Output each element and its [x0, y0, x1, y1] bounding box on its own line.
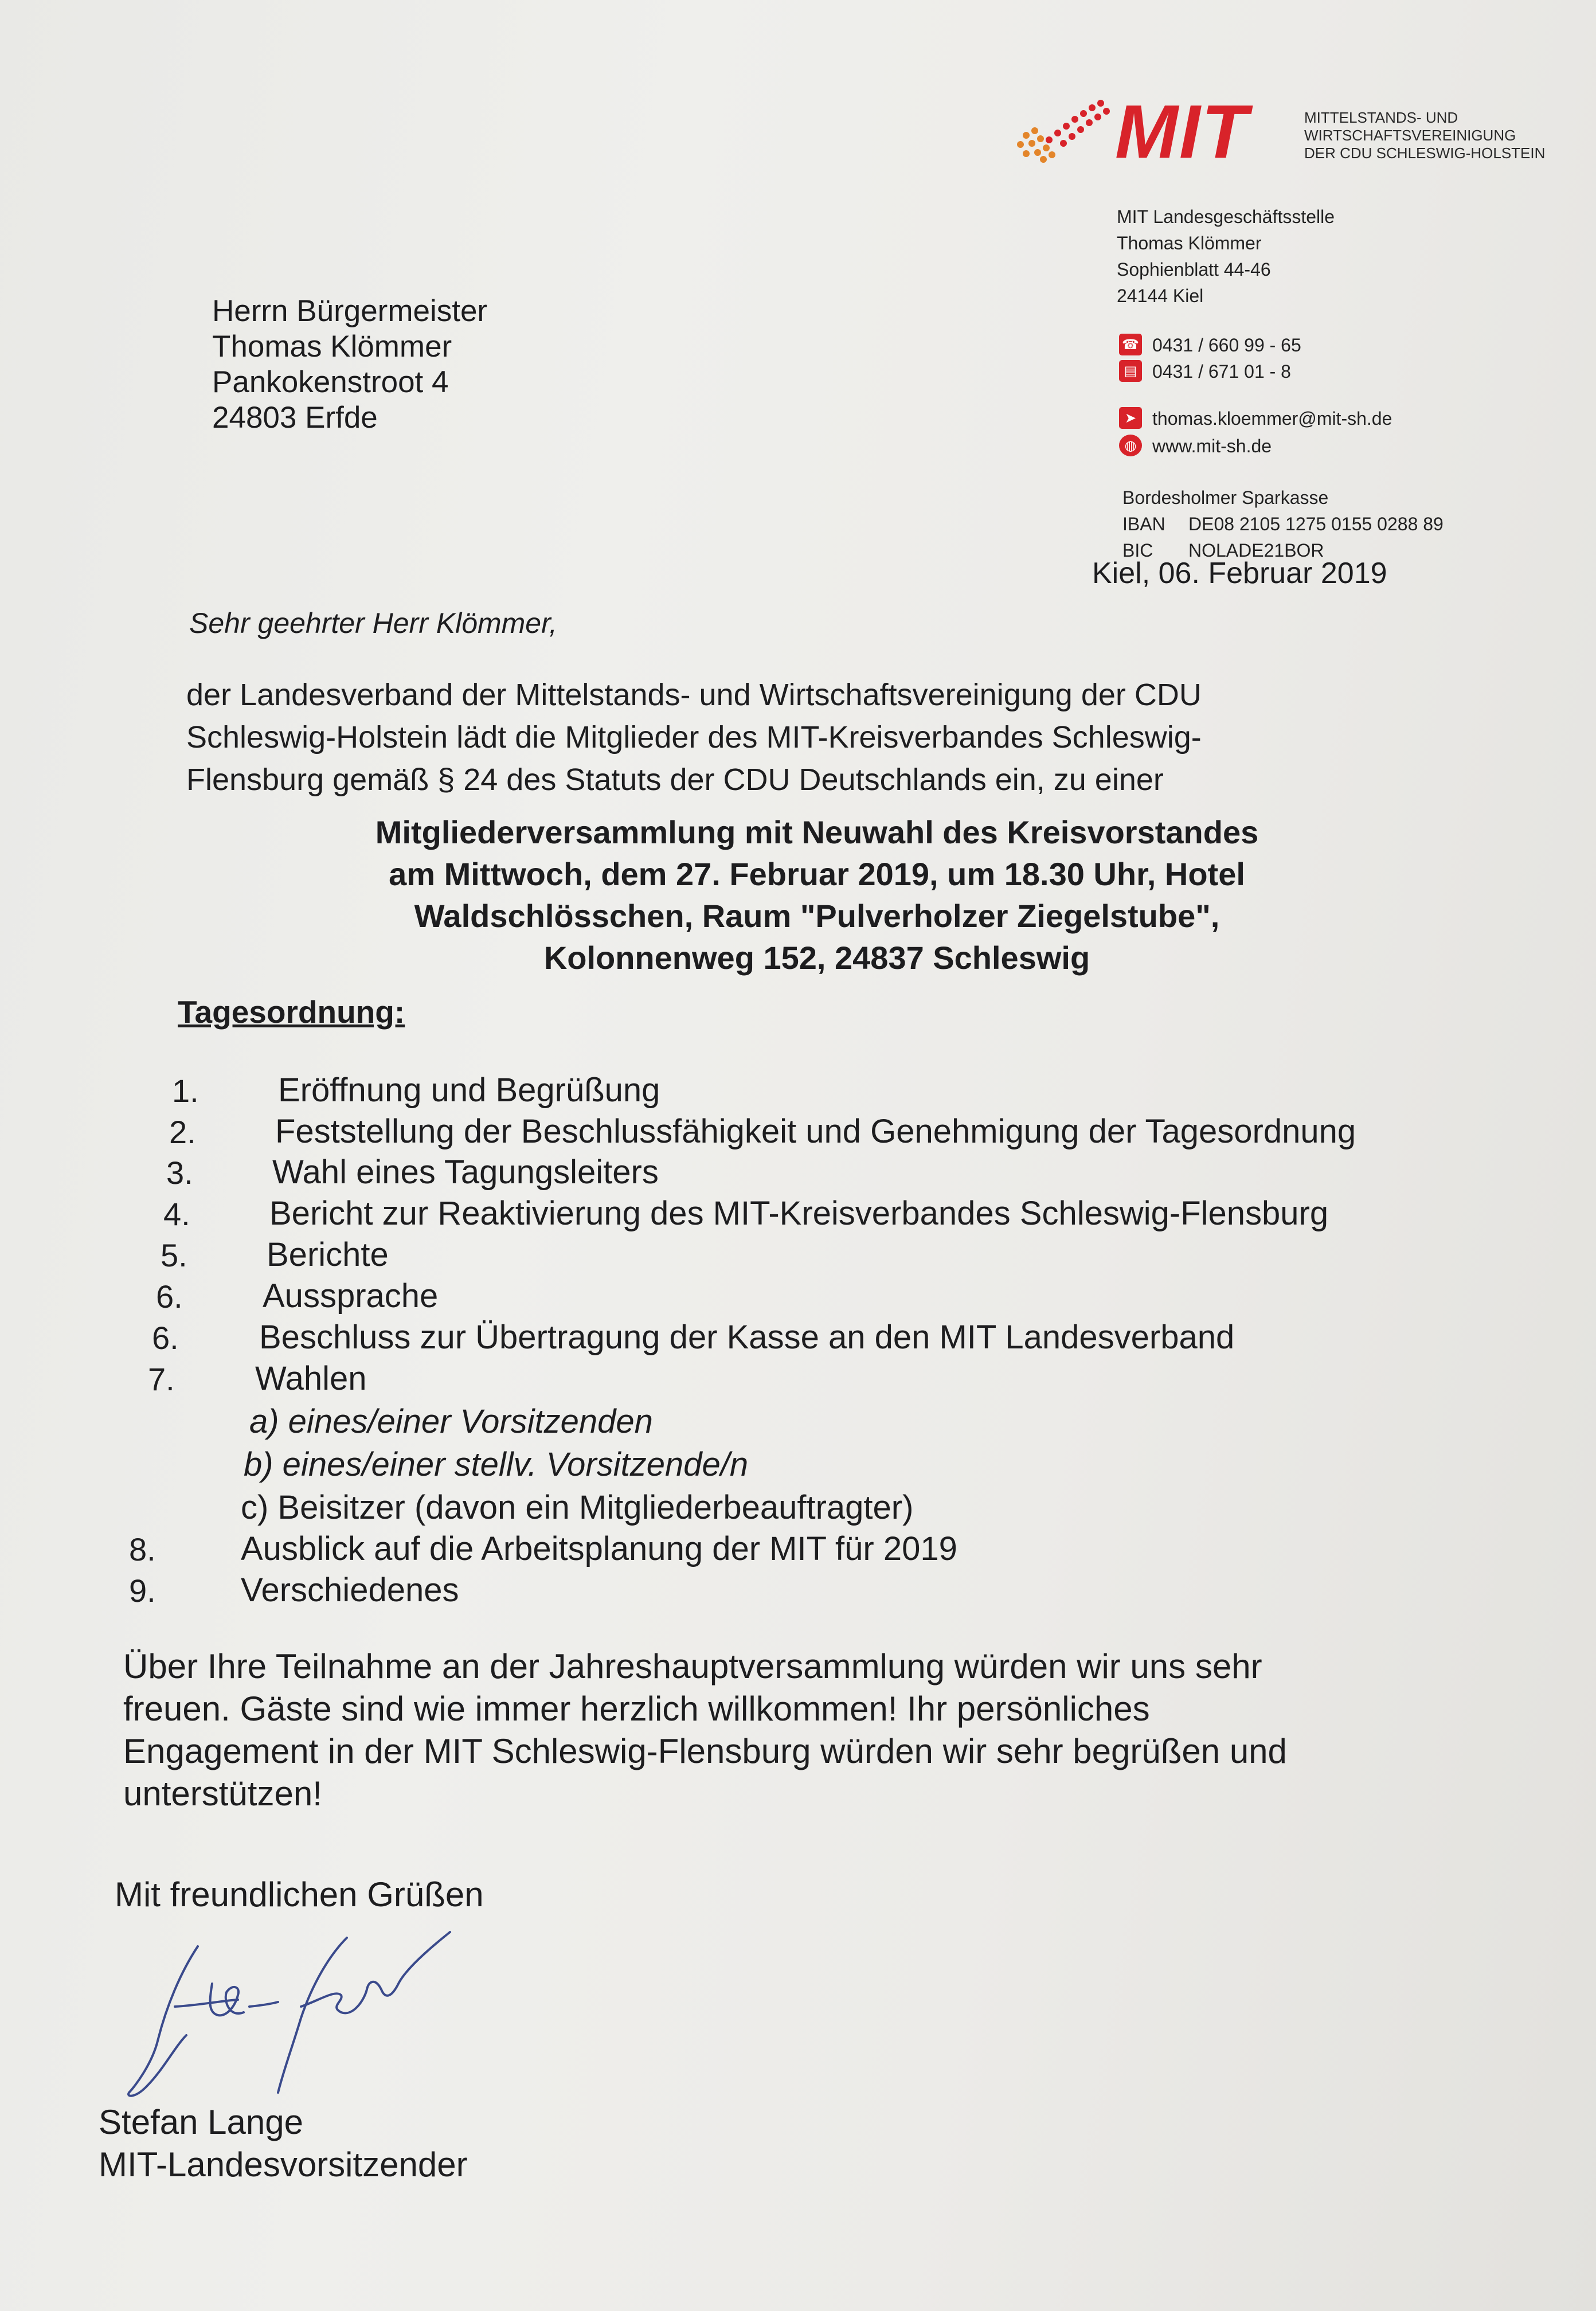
iban-value: DE08 2105 1275 0155 0288 89	[1188, 514, 1444, 534]
agenda-number: 8.	[129, 1531, 156, 1567]
agenda-item: Feststellung der Beschlussfähigkeit und Genehmigung der Tagesordnung	[275, 1113, 1356, 1150]
agenda-number: 3.	[166, 1155, 193, 1191]
agenda-heading: Tagesordnung:	[178, 994, 405, 1030]
bank-name: Bordesholmer Sparkasse	[1122, 487, 1329, 508]
agenda-number: 4.	[163, 1196, 190, 1232]
fax-number: 0431 / 671 01 - 8	[1152, 361, 1291, 382]
agenda-item: Wahl eines Tagungsleiters	[272, 1153, 659, 1191]
iban-line	[1122, 511, 1444, 537]
closing-line: freuen. Gäste sind wie immer herzlich willkommen! Ihr persönliches	[123, 1690, 1150, 1728]
signer-title: MIT-Landesvorsitzender	[99, 2145, 468, 2184]
agenda-number: 5.	[161, 1237, 187, 1273]
signer-block	[99, 2101, 468, 2186]
letter-date: Kiel, 06. Februar 2019	[1092, 557, 1387, 590]
recipient-address	[212, 294, 487, 436]
event-line: Mitgliederversammlung mit Neuwahl des Kreisvorstandes	[375, 814, 1259, 850]
web-icon: ◍	[1119, 435, 1142, 456]
event-details	[0, 811, 1596, 979]
iban-label: IBAN	[1122, 514, 1165, 534]
regards: Mit freundlichen Grüßen	[115, 1875, 484, 1914]
event-line: Waldschlösschen, Raum "Pulverholzer Ziegelstube",	[414, 898, 1220, 934]
event-line: am Mittwoch, dem 27. Februar 2019, um 18.30 Uhr, Hotel	[389, 856, 1245, 892]
recipient-line: Pankokenstroot 4	[212, 365, 449, 399]
closing-line: Engagement in der MIT Schleswig-Flensburg würden wir sehr begrüßen und	[123, 1732, 1287, 1770]
logo-subline-2: WIRTSCHAFTSVEREINIGUNG	[1304, 127, 1516, 144]
agenda-item: Berichte	[267, 1236, 389, 1273]
bic-value: NOLADE21BOR	[1188, 540, 1324, 561]
agenda-number: 6.	[156, 1278, 183, 1315]
agenda-item: Aussprache	[263, 1277, 439, 1315]
mit-logo	[1012, 89, 1585, 174]
agenda-number: 9.	[129, 1573, 156, 1609]
closing-paragraph	[123, 1645, 1287, 1815]
logo-subline-3: DER CDU SCHLESWIG-HOLSTEIN	[1304, 144, 1546, 162]
logo-dots-icon	[1012, 97, 1115, 166]
sender-line: 24144 Kiel	[1117, 286, 1204, 306]
agenda-subitem: a) eines/einer Vorsitzenden	[249, 1403, 653, 1440]
signer-name: Stefan Lange	[99, 2103, 303, 2141]
salutation: Sehr geehrter Herr Klömmer,	[189, 607, 557, 639]
agenda-number: 1.	[172, 1073, 199, 1109]
web-address: www.mit-sh.de	[1152, 436, 1272, 456]
agenda-item: Bericht zur Reaktivierung des MIT-Kreisverbandes Schleswig-Flensburg	[269, 1195, 1329, 1232]
agenda-subitem: c) Beisitzer (davon ein Mitgliederbeauftragter)	[241, 1489, 914, 1526]
agenda-item: Wahlen	[255, 1360, 367, 1397]
agenda-subitem: b) eines/einer stellv. Vorsitzende/n	[244, 1446, 749, 1483]
sender-line: Sophienblatt 44-46	[1117, 259, 1271, 280]
phone-icon: ☎	[1119, 334, 1142, 355]
intro-line: Flensburg gemäß § 24 des Statuts der CDU Deutschlands ein, zu einer	[186, 762, 1164, 797]
sender-address	[1117, 204, 1335, 309]
bank-details	[1122, 484, 1444, 564]
agenda-number: 7.	[148, 1361, 175, 1397]
event-line: Kolonnenweg 152, 24837 Schleswig	[543, 940, 1090, 976]
recipient-line: Herrn Bürgermeister	[212, 294, 488, 328]
handwritten-signature	[112, 1921, 490, 2104]
logo-subline-1: MITTELSTANDS- UND	[1304, 109, 1458, 126]
agenda-item: Verschiedenes	[241, 1571, 459, 1609]
intro-line: der Landesverband der Mittelstands- und Wirtschaftsvereinigung der CDU	[186, 678, 1202, 712]
agenda-item: Ausblick auf die Arbeitsplanung der MIT für 2019	[241, 1530, 957, 1567]
fax-icon: ▤	[1119, 360, 1142, 382]
agenda-number: 6.	[152, 1320, 179, 1356]
recipient-line: 24803 Erfde	[212, 401, 378, 435]
agenda-item: Beschluss zur Übertragung der Kasse an den MIT Landesverband	[259, 1319, 1235, 1356]
agenda-item: Eröffnung und Begrüßung	[278, 1072, 660, 1109]
recipient-line: Thomas Klömmer	[212, 330, 452, 363]
closing-line: Über Ihre Teilnahme an der Jahreshauptversammlung würden wir uns sehr	[123, 1647, 1262, 1686]
logo-wordmark: MIT	[1115, 89, 1249, 174]
closing-line: unterstützen!	[123, 1774, 322, 1813]
intro-line: Schleswig-Holstein lädt die Mitglieder des MIT-Kreisverbandes Schleswig-	[186, 720, 1202, 754]
mail-icon: ➤	[1119, 407, 1142, 429]
logo-subline	[1304, 109, 1545, 162]
email-address: thomas.kloemmer@mit-sh.de	[1152, 408, 1392, 429]
sender-line: MIT Landesgeschäftsstelle	[1117, 206, 1335, 227]
phone-number: 0431 / 660 99 - 65	[1152, 335, 1301, 355]
agenda-number: 2.	[169, 1114, 196, 1150]
sender-line: Thomas Klömmer	[1117, 233, 1262, 253]
bic-label: BIC	[1122, 540, 1153, 561]
intro-paragraph	[186, 674, 1202, 801]
